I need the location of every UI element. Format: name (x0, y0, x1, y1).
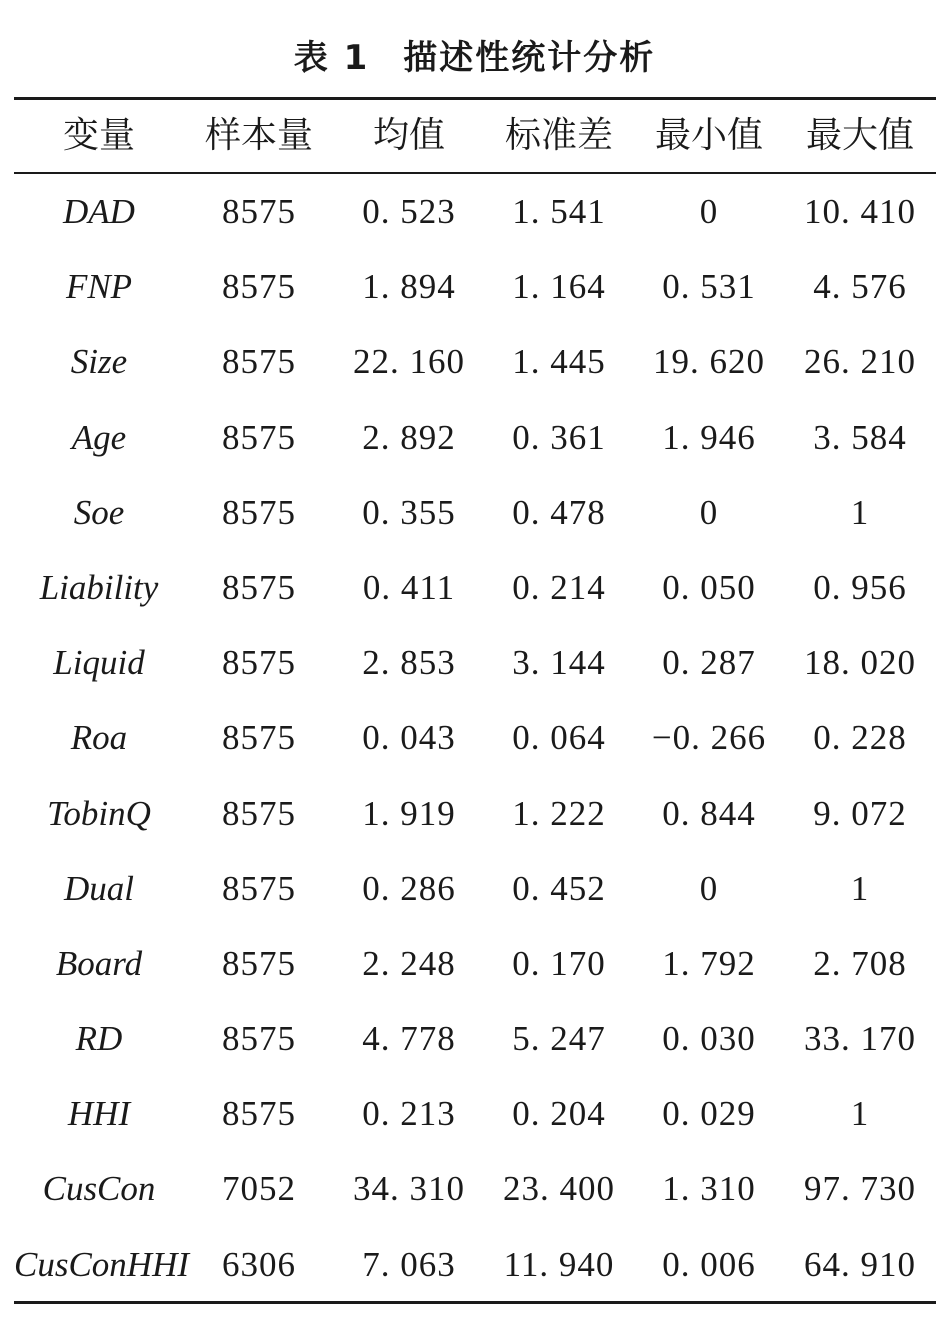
table-row (14, 1076, 936, 1151)
cell-max: 1 (850, 492, 870, 532)
cell-mean: 1. 894 (362, 267, 456, 307)
cell-max: 18. 020 (804, 643, 916, 683)
cell-variable: TobinQ (47, 793, 151, 833)
cell-sample-size: 8575 (222, 868, 296, 908)
cell-mean: 4. 778 (362, 1019, 456, 1059)
cell-variable: Roa (70, 718, 128, 758)
cell-mean: 0. 411 (362, 567, 456, 607)
table-row (14, 1001, 936, 1076)
cell-mean: 0. 286 (362, 868, 456, 908)
cell-max: 2. 708 (813, 943, 907, 983)
cell-std-dev: 0. 214 (512, 567, 606, 607)
table-row (14, 625, 936, 700)
cell-mean: 34. 310 (353, 1169, 465, 1209)
cell-min: 0. 531 (662, 267, 756, 307)
cell-mean: 7. 063 (362, 1244, 456, 1284)
cell-sample-size: 8575 (222, 1019, 296, 1059)
cell-min: 0 (699, 192, 719, 231)
cell-mean: 2. 853 (362, 643, 456, 683)
table-title: 描述性统计分析 (403, 38, 656, 78)
cell-min: 1. 310 (662, 1169, 756, 1209)
cell-min: −0. 266 (651, 718, 767, 758)
table-row (14, 926, 936, 1001)
table-row (14, 1227, 936, 1302)
cell-variable: Age (71, 417, 127, 457)
cell-variable: Liquid (53, 643, 145, 683)
table-caption (0, 30, 949, 86)
cell-max: 0. 956 (813, 567, 907, 607)
cell-sample-size: 8575 (222, 267, 296, 307)
cell-std-dev: 1. 541 (512, 192, 606, 231)
cell-max: 3. 584 (813, 417, 907, 457)
cell-min: 0. 030 (662, 1019, 756, 1059)
table-row (14, 324, 936, 399)
header-min: 最小值 (654, 115, 763, 156)
cell-std-dev: 0. 361 (512, 417, 606, 457)
cell-std-dev: 1. 222 (512, 793, 606, 833)
cell-max: 64. 910 (804, 1244, 916, 1284)
cell-max: 9. 072 (813, 793, 907, 833)
cell-std-dev: 0. 478 (512, 492, 606, 532)
cell-min: 0 (699, 492, 719, 532)
cell-sample-size: 8575 (222, 192, 296, 231)
cell-variable: DAD (63, 192, 135, 231)
header-mean: 均值 (372, 115, 445, 156)
cell-std-dev: 0. 204 (512, 1094, 606, 1134)
cell-mean: 0. 043 (362, 718, 456, 758)
cell-max: 1 (850, 868, 870, 908)
cell-sample-size: 6306 (222, 1244, 296, 1284)
table-row (14, 475, 936, 550)
header-variable: 变量 (62, 115, 135, 156)
cell-std-dev: 1. 164 (512, 267, 606, 307)
cell-variable: Soe (73, 492, 125, 532)
cell-sample-size: 8575 (222, 793, 296, 833)
cell-variable: FNP (65, 267, 133, 307)
cell-variable: Dual (64, 868, 134, 908)
table-row (14, 776, 936, 851)
table-header (14, 100, 936, 172)
table-row (14, 550, 936, 625)
cell-std-dev: 3. 144 (512, 643, 606, 683)
cell-max: 1 (850, 1094, 870, 1134)
cell-min: 0. 287 (662, 643, 756, 683)
cell-max: 0. 228 (813, 718, 907, 758)
cell-mean: 0. 523 (362, 192, 456, 231)
cell-std-dev: 23. 400 (503, 1169, 615, 1209)
table-row (14, 1151, 936, 1226)
cell-min: 0. 050 (662, 567, 756, 607)
cell-std-dev: 1. 445 (512, 342, 606, 382)
cell-sample-size: 8575 (222, 567, 296, 607)
cell-min: 19. 620 (653, 342, 765, 382)
cell-mean: 2. 892 (362, 417, 456, 457)
table-row (14, 400, 936, 475)
cell-std-dev: 5. 247 (512, 1019, 606, 1059)
table-body (14, 174, 936, 1302)
header-sample-size: 样本量 (204, 115, 313, 156)
cell-sample-size: 7052 (222, 1169, 296, 1209)
cell-variable: CusConHHI (14, 1244, 190, 1284)
cell-mean: 22. 160 (353, 342, 465, 382)
cell-max: 33. 170 (804, 1019, 916, 1059)
cell-min: 0. 029 (662, 1094, 756, 1134)
cell-mean: 0. 213 (362, 1094, 456, 1134)
cell-sample-size: 8575 (222, 417, 296, 457)
cell-min: 0. 844 (662, 793, 756, 833)
cell-sample-size: 8575 (222, 1094, 296, 1134)
cell-sample-size: 8575 (222, 943, 296, 983)
cell-variable: Size (70, 342, 128, 382)
cell-variable: Board (55, 943, 143, 983)
cell-sample-size: 8575 (222, 342, 296, 382)
cell-sample-size: 8575 (222, 492, 296, 532)
table-row (14, 851, 936, 926)
cell-max: 97. 730 (804, 1169, 916, 1209)
table-row (14, 249, 936, 324)
cell-mean: 2. 248 (362, 943, 456, 983)
cell-std-dev: 0. 170 (512, 943, 606, 983)
bottom-rule (14, 1301, 936, 1304)
cell-min: 0. 006 (662, 1244, 756, 1284)
cell-min: 1. 792 (662, 943, 756, 983)
table-row (14, 700, 936, 775)
cell-std-dev: 0. 064 (512, 718, 606, 758)
cell-variable: Liability (39, 567, 159, 607)
cell-min: 0 (699, 868, 719, 908)
cell-max: 26. 210 (804, 342, 916, 382)
table-number: 表 1 (293, 38, 370, 78)
header-std-dev: 标准差 (504, 115, 613, 156)
cell-max: 4. 576 (813, 267, 907, 307)
cell-mean: 0. 355 (362, 492, 456, 532)
cell-min: 1. 946 (662, 417, 756, 457)
header-max: 最大值 (805, 115, 914, 156)
cell-std-dev: 0. 452 (512, 868, 606, 908)
cell-variable: HHI (67, 1094, 131, 1134)
cell-std-dev: 11. 940 (503, 1244, 615, 1284)
cell-sample-size: 8575 (222, 643, 296, 683)
cell-variable: RD (75, 1019, 123, 1059)
cell-sample-size: 8575 (222, 718, 296, 758)
cell-max: 10. 410 (804, 192, 916, 231)
cell-mean: 1. 919 (362, 793, 456, 833)
table-row (14, 174, 936, 249)
cell-variable: CusCon (42, 1169, 156, 1209)
